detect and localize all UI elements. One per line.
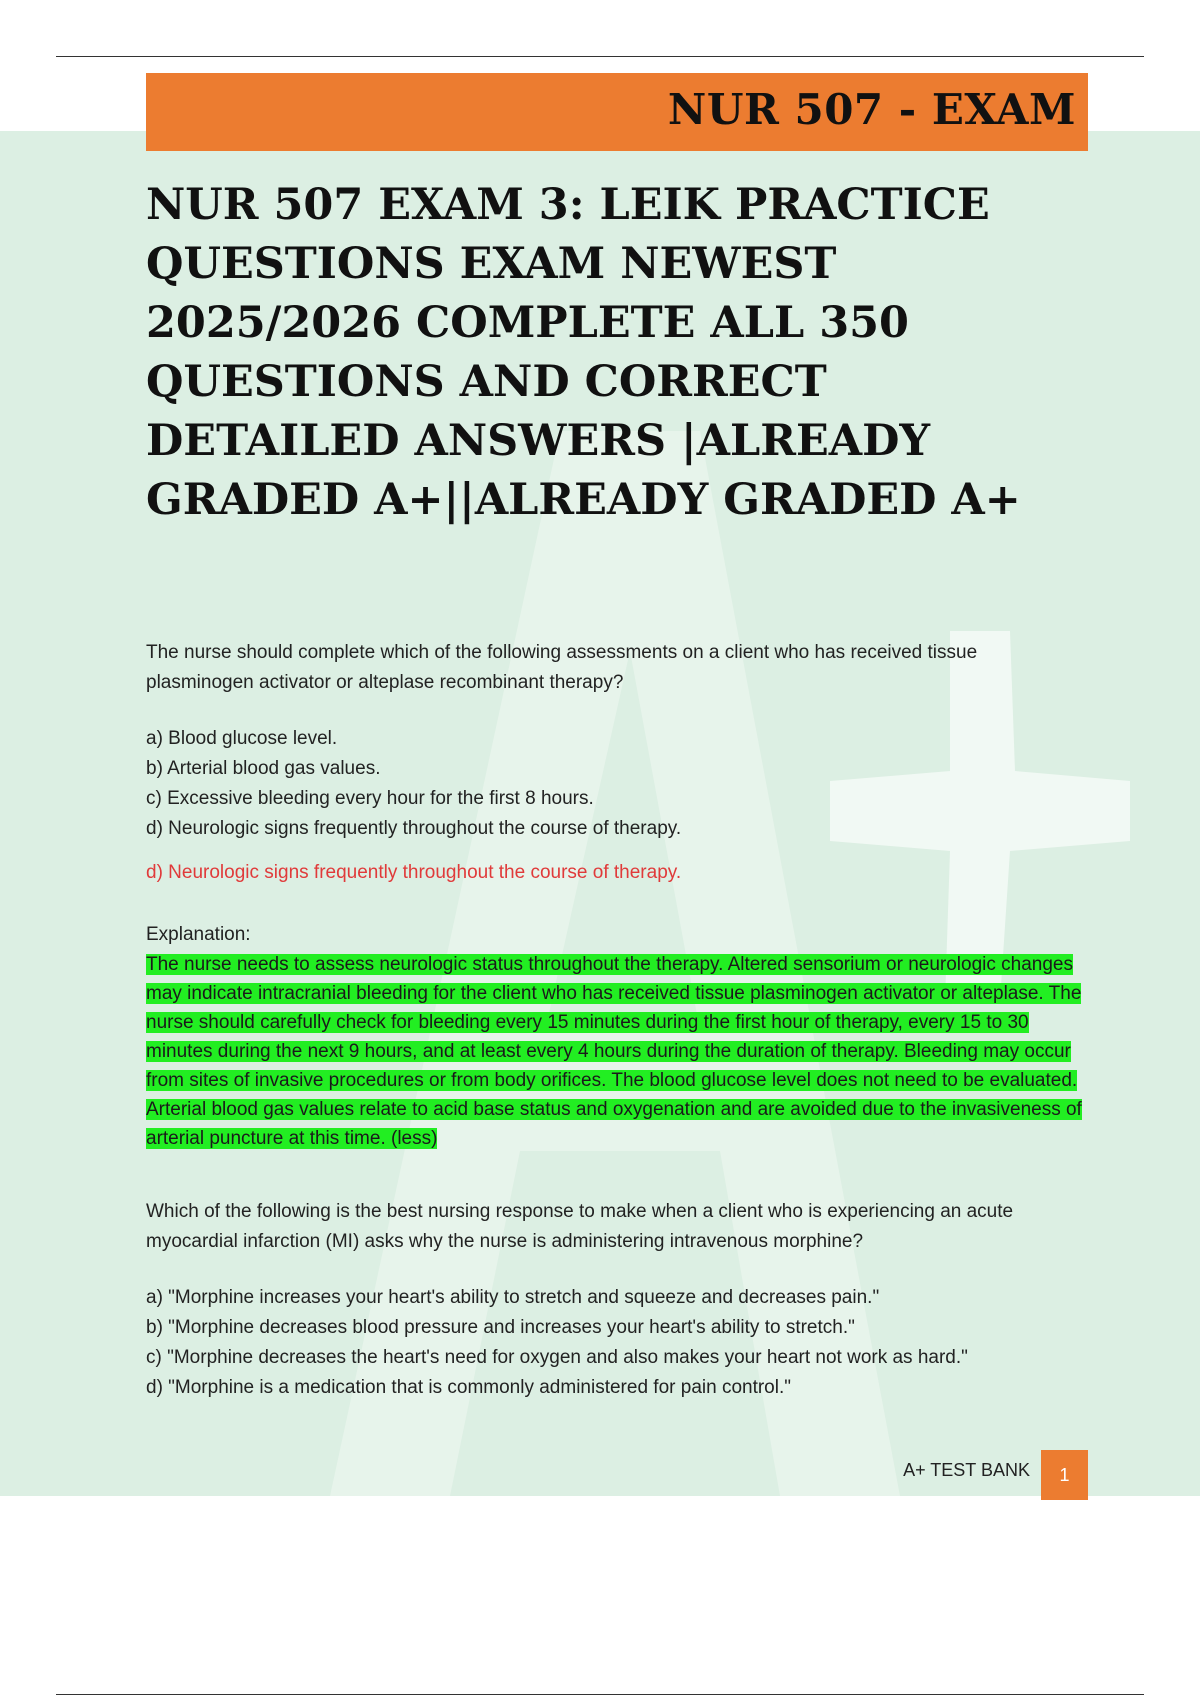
explanation-text: The nurse needs to assess neurologic status throughout the therapy. Altered sensorium or neurologic changes may indicate intracranial bleeding for the client who has received tissue plasminogen activator or alteplase. The nurse should carefully check for bleeding every 15 minutes during the first hour of therapy, every 15 to 30 minutes during the next 9 hours, and at least every 4 hours during the duration of therapy. Bleeding may occur from sites of invasive procedures or from body orifices. The blood glucose level does not need to be evaluated. Arterial blood gas values relate to acid base status and oxygenation and are avoided due to the invasiveness of arterial puncture at this time. (less) [146, 954, 1082, 1149]
question-1-option-b: b) Arterial blood gas values. [146, 758, 381, 779]
question-2-option-d: d) "Morphine is a medication that is commonly administered for pain control." [146, 1377, 791, 1398]
question-1-option-c: c) Excessive bleeding every hour for the first 8 hours. [146, 788, 594, 809]
bottom-rule [56, 1694, 1144, 1695]
question-2-option-a: a) "Morphine increases your heart's ability to stretch and squeeze and decreases pain." [146, 1287, 880, 1308]
header-bar [146, 73, 1088, 151]
question-2-option-c: c) "Morphine decreases the heart's need for oxygen and also makes your heart not work as hard." [146, 1347, 968, 1368]
footer-label: A+ TEST BANK [903, 1460, 1030, 1480]
question-1 [146, 638, 1086, 1153]
question-1-answer: d) Neurologic signs frequently throughout the course of therapy. [146, 862, 682, 883]
question-1-options [146, 724, 1086, 844]
title-block [146, 176, 1096, 530]
explanation-label: Explanation: [146, 924, 251, 945]
question-1-option-d: d) Neurologic signs frequently throughout the course of therapy. [146, 818, 682, 839]
document-title: NUR 507 EXAM 3: LEIK PRACTICE QUESTIONS EXAM NEWEST 2025/2026 COMPLETE ALL 350 QUESTIONS AND CORRECT DETAILED ANSWERS |ALREADY GRADED A+||ALREADY GRADED A+ [146, 180, 1021, 525]
explanation-block [146, 950, 1086, 1153]
question-1-option-a: a) Blood glucose level. [146, 728, 338, 749]
question-2-option-b: b) "Morphine decreases blood pressure and increases your heart's ability to stretch." [146, 1317, 855, 1338]
question-2 [146, 1197, 1086, 1403]
question-1-text: The nurse should complete which of the following assessments on a client who has received tissue plasminogen activator or alteplase recombinant therapy? [146, 642, 978, 693]
header-label: NUR 507 - EXAM [667, 85, 1076, 134]
top-rule [56, 56, 1144, 57]
page-number: 1 [1041, 1450, 1088, 1500]
question-2-options [146, 1283, 1086, 1403]
question-2-text: Which of the following is the best nursing response to make when a client who is experiencing an acute myocardial infarction (MI) asks why the nurse is administering intravenous morphine? [146, 1201, 1014, 1252]
